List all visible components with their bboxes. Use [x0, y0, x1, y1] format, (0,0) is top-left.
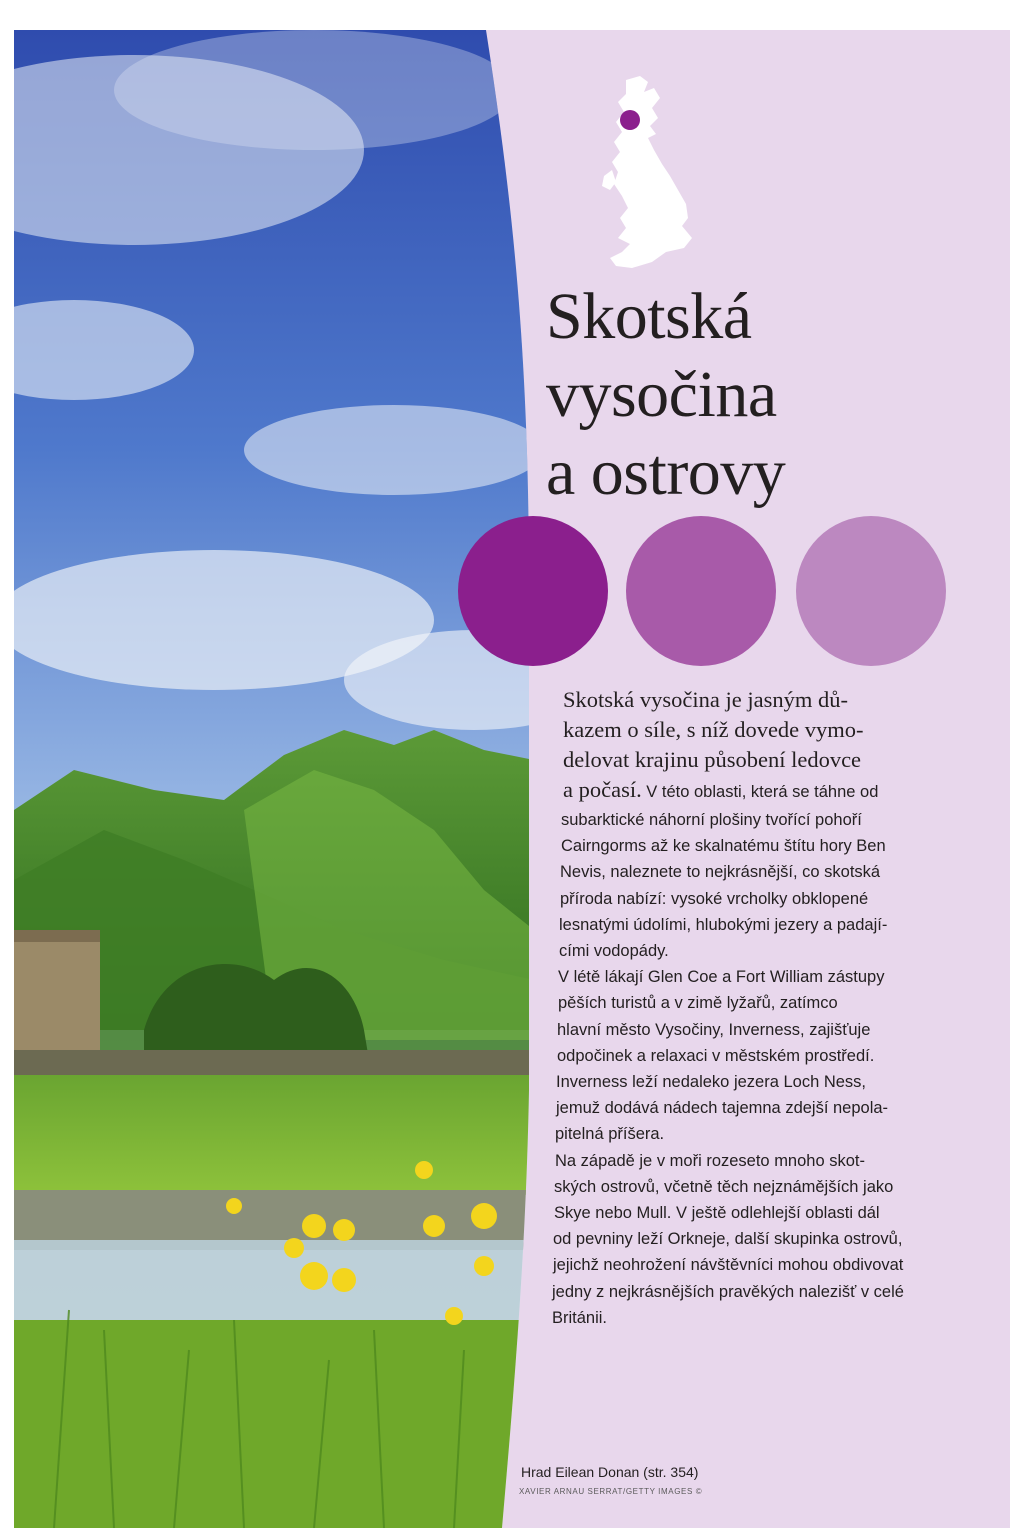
lead-line — [563, 775, 973, 807]
body-line: Británii. — [552, 1308, 608, 1327]
photo-caption: Hrad Eilean Donan (str. 354) — [521, 1464, 699, 1480]
page-title — [546, 278, 785, 512]
title-line: a ostrovy — [546, 436, 786, 509]
body-line: Inverness leží nedaleko jezera Loch Ness, — [556, 1073, 867, 1092]
body-line: Na západě je v moři rozeseto mnoho skot- — [555, 1151, 865, 1170]
lead-end: a počasí. — [563, 777, 642, 802]
body-line: pitelná příšera. — [555, 1125, 665, 1144]
title-line: vysočina — [546, 358, 777, 431]
body-line: pěších turistů a v zimě lyžařů, zatímco — [558, 994, 838, 1013]
body-line: lesnatými údolími, hlubokými jezery a padají- — [559, 915, 888, 934]
decor-circle-medium — [626, 516, 776, 666]
body-line: hlavní město Vysočiny, Inverness, zajišťuje — [557, 1020, 871, 1039]
body-line: od pevniny leží Orkneje, další skupinka ostrovů, — [553, 1230, 903, 1249]
body-line: Nevis, naleznete to nejkrásnější, co skotská — [560, 863, 881, 882]
body-line: Cairngorms až ke skalnatému štítu hory Ben — [561, 837, 886, 856]
title-line: Skotská — [546, 280, 752, 353]
body-line: jedny z nejkrásnějších pravěkých nalezišť v celé — [552, 1282, 904, 1301]
lead-line: delovat krajinu působení ledovce — [563, 747, 862, 772]
body-line: příroda nabízí: vysoké vrcholky obklopené — [560, 889, 869, 908]
photo-credit: XAVIER ARNAU SERRAT/GETTY IMAGES © — [519, 1487, 703, 1496]
body-paragraph — [552, 807, 973, 1331]
body-line: subarktické náhorní plošiny tvořící pohoří — [561, 811, 862, 829]
body-line: jemuž dodává nádech tajemna zdejší nepola- — [556, 1099, 889, 1118]
body-line: Skye nebo Mull. V ještě odlehlejší oblasti dál — [554, 1204, 880, 1223]
lead-line: kazem o síle, s níž dovede vymo- — [563, 717, 864, 742]
body-line: V létě lákají Glen Coe a Fort William zástupy — [558, 968, 885, 987]
page — [14, 30, 1010, 1528]
body-line: odpočinek a relaxaci v městském prostředí. — [557, 1046, 875, 1065]
body-line: cími vodopády. — [559, 942, 669, 961]
body-start: V této oblasti, která se táhne od — [641, 783, 879, 801]
intro-text — [552, 685, 973, 1331]
decor-circle-dark — [458, 516, 608, 666]
body-line: jejichž neohrožení návštěvníci mohou obdivovat — [553, 1256, 904, 1275]
great-britain-map-icon — [596, 72, 706, 272]
lead-paragraph — [563, 685, 973, 807]
decor-circle-light — [796, 516, 946, 666]
body-line: ských ostrovů, včetně těch nejznámějších jako — [554, 1177, 894, 1196]
lead-line: Skotská vysočina je jasným dů- — [563, 687, 848, 712]
